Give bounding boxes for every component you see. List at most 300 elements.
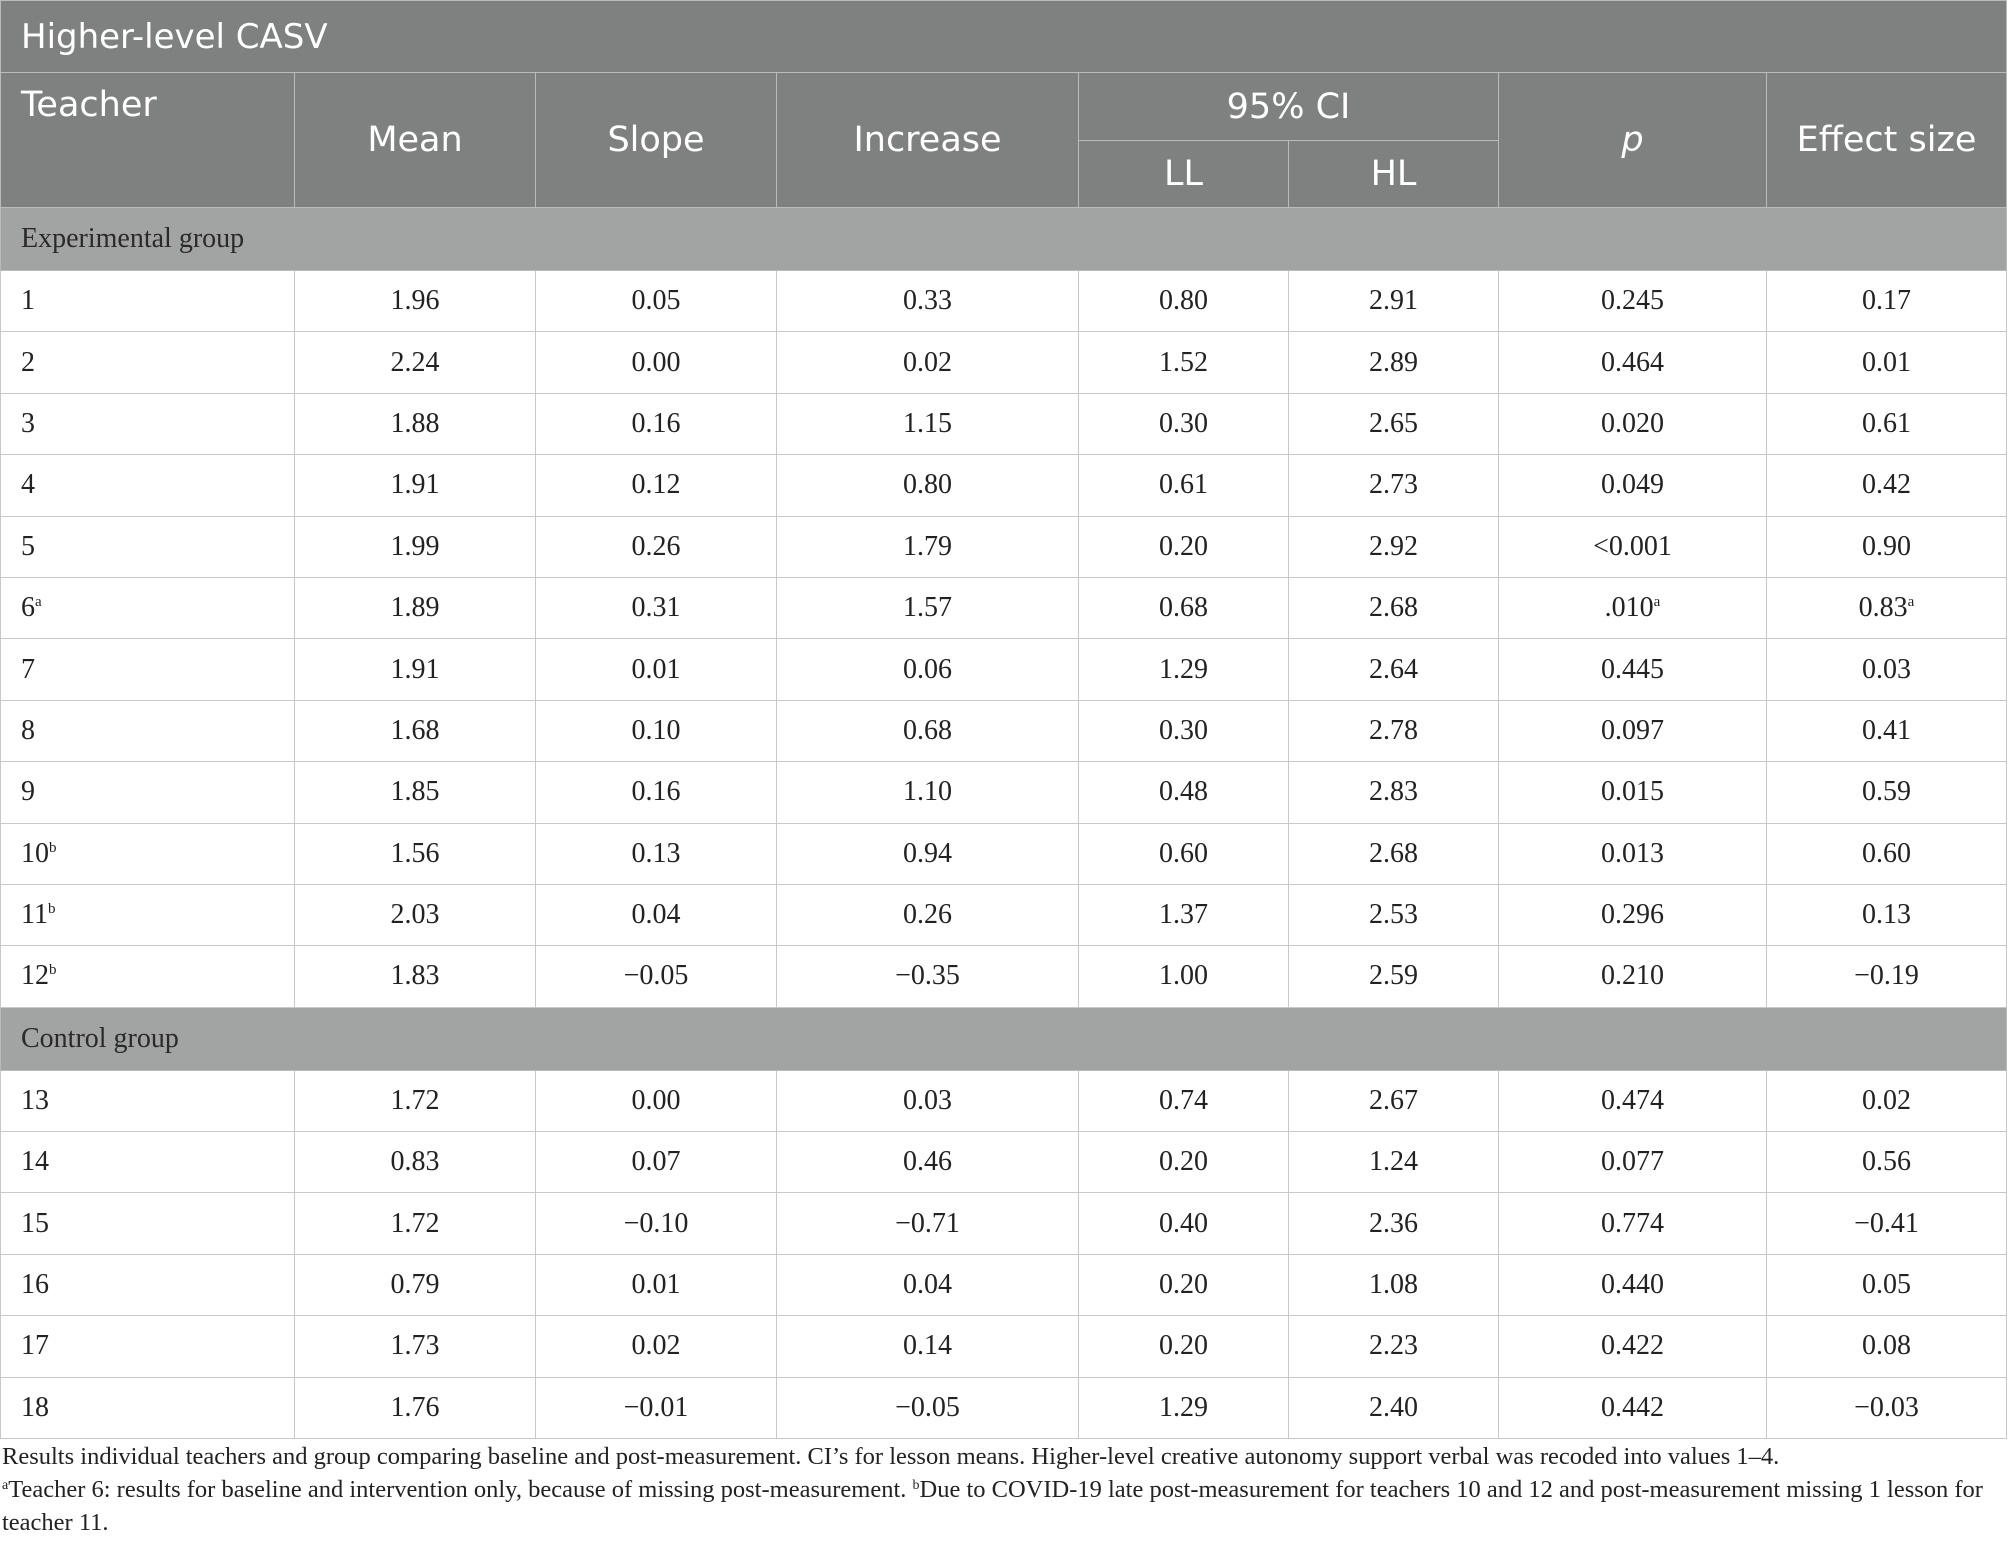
cell-increase bbox=[777, 516, 1079, 577]
cell-ll-value: 0.40 bbox=[1159, 1207, 1208, 1239]
cell-ll-value: 1.00 bbox=[1159, 960, 1208, 992]
cell-teacher-value: 10 bbox=[21, 837, 49, 869]
cell-ll-value: 0.60 bbox=[1159, 837, 1208, 869]
cell-hl-value: 1.24 bbox=[1369, 1146, 1418, 1178]
cell-effect bbox=[1767, 1316, 2007, 1377]
cell-effect-value: −0.03 bbox=[1854, 1391, 1919, 1423]
cell-ll-value: 0.30 bbox=[1159, 407, 1208, 439]
cell-effect-value: 0.90 bbox=[1862, 530, 1911, 562]
cell-ll bbox=[1079, 884, 1289, 945]
cell-ll bbox=[1079, 393, 1289, 454]
cell-effect bbox=[1767, 823, 2007, 884]
cell-slope-value: 0.04 bbox=[631, 899, 681, 931]
cell-teacher-value: 5 bbox=[21, 530, 35, 562]
cell-slope bbox=[536, 1070, 777, 1131]
cell-mean bbox=[295, 946, 536, 1007]
cell-teacher-value: 8 bbox=[21, 714, 35, 746]
cell-slope-value: 0.00 bbox=[631, 346, 681, 378]
cell-slope-value: 0.10 bbox=[631, 714, 681, 746]
cell-mean-value: 1.76 bbox=[390, 1391, 440, 1423]
cell-increase-value: 0.68 bbox=[903, 714, 952, 746]
cell-ll bbox=[1079, 455, 1289, 516]
cell-increase bbox=[777, 639, 1079, 700]
cell-hl-value: 2.40 bbox=[1369, 1391, 1418, 1423]
cell-mean-value: 1.83 bbox=[390, 960, 440, 992]
cell-slope bbox=[536, 884, 777, 945]
cell-ll-value: 0.61 bbox=[1159, 469, 1208, 501]
cell-increase-value: 1.10 bbox=[903, 776, 952, 808]
cell-effect-value: 0.08 bbox=[1862, 1330, 1911, 1362]
cell-increase bbox=[777, 884, 1079, 945]
cell-p-value: 0.774 bbox=[1601, 1207, 1664, 1239]
cell-increase-value: 0.02 bbox=[903, 346, 952, 378]
cell-hl-value: 2.36 bbox=[1369, 1207, 1418, 1239]
cell-hl-value: 2.83 bbox=[1369, 776, 1418, 808]
cell-increase-value: −0.71 bbox=[895, 1207, 960, 1239]
cell-p-value: 0.245 bbox=[1601, 285, 1664, 317]
cell-effect bbox=[1767, 700, 2007, 761]
group-row bbox=[1, 1007, 2007, 1070]
cell-increase-value: 0.46 bbox=[903, 1146, 952, 1178]
table-row bbox=[1, 639, 2007, 700]
cell-increase-value: 0.14 bbox=[903, 1330, 952, 1362]
cell-mean-value: 1.99 bbox=[390, 530, 440, 562]
cell-ll bbox=[1079, 1193, 1289, 1254]
cell-teacher bbox=[1, 1254, 295, 1315]
cell-increase-value: 0.26 bbox=[903, 899, 952, 931]
cell-teacher bbox=[1, 271, 295, 332]
cell-p bbox=[1499, 1254, 1767, 1315]
cell-slope bbox=[536, 271, 777, 332]
header-effect-size: Effect size bbox=[1767, 73, 2007, 208]
cell-slope bbox=[536, 823, 777, 884]
cell-teacher bbox=[1, 332, 295, 393]
table-row bbox=[1, 823, 2007, 884]
cell-hl bbox=[1289, 1316, 1499, 1377]
cell-effect bbox=[1767, 455, 2007, 516]
table-row bbox=[1, 946, 2007, 1007]
cell-mean bbox=[295, 1070, 536, 1131]
footnote-a-text: Teacher 6: results for baseline and intervention only, because of missing post-measurement. bbox=[8, 1476, 907, 1503]
cell-p bbox=[1499, 1316, 1767, 1377]
cell-increase bbox=[777, 1193, 1079, 1254]
table-row bbox=[1, 762, 2007, 823]
table-row bbox=[1, 1316, 2007, 1377]
cell-teacher-value: 16 bbox=[21, 1269, 49, 1301]
cell-increase bbox=[777, 577, 1079, 638]
cell-mean-value: 1.85 bbox=[390, 776, 440, 808]
header-p: p bbox=[1499, 73, 1767, 208]
cell-mean bbox=[295, 393, 536, 454]
cell-teacher-value: 6 bbox=[21, 592, 35, 624]
cell-teacher-value: 11 bbox=[21, 899, 48, 931]
group-row bbox=[1, 208, 2007, 271]
cell-effect-value: 0.56 bbox=[1862, 1146, 1911, 1178]
cell-mean bbox=[295, 1254, 536, 1315]
cell-ll bbox=[1079, 271, 1289, 332]
cell-effect bbox=[1767, 1193, 2007, 1254]
cell-effect-value: −0.41 bbox=[1854, 1207, 1919, 1239]
cell-increase-value: 1.15 bbox=[903, 407, 952, 439]
cell-ll bbox=[1079, 1070, 1289, 1131]
cell-mean bbox=[295, 762, 536, 823]
cell-teacher-footnote-mark: b bbox=[47, 901, 56, 918]
cell-p bbox=[1499, 639, 1767, 700]
cell-teacher bbox=[1, 700, 295, 761]
cell-mean-value: 1.91 bbox=[390, 653, 440, 685]
cell-p-value: 0.077 bbox=[1601, 1146, 1664, 1178]
cell-ll-value: 1.52 bbox=[1159, 346, 1208, 378]
cell-increase bbox=[777, 393, 1079, 454]
cell-slope-value: 0.00 bbox=[631, 1084, 681, 1116]
cell-mean-value: 1.72 bbox=[390, 1084, 440, 1116]
table-row bbox=[1, 516, 2007, 577]
cell-teacher bbox=[1, 823, 295, 884]
cell-slope bbox=[536, 639, 777, 700]
table-row bbox=[1, 271, 2007, 332]
cell-mean bbox=[295, 271, 536, 332]
cell-increase bbox=[777, 946, 1079, 1007]
cell-hl bbox=[1289, 393, 1499, 454]
group-label: Experimental group bbox=[1, 208, 2007, 271]
cell-p-value: 0.210 bbox=[1601, 960, 1664, 992]
cell-teacher bbox=[1, 516, 295, 577]
cell-hl-value: 2.59 bbox=[1369, 960, 1418, 992]
cell-ll-value: 0.20 bbox=[1159, 1269, 1208, 1301]
cell-effect-value: 0.17 bbox=[1862, 285, 1911, 317]
cell-mean bbox=[295, 884, 536, 945]
cell-hl-value: 2.65 bbox=[1369, 407, 1418, 439]
cell-mean-value: 1.72 bbox=[390, 1207, 440, 1239]
cell-teacher bbox=[1, 1132, 295, 1193]
cell-p bbox=[1499, 1377, 1767, 1438]
cell-p bbox=[1499, 1070, 1767, 1131]
cell-ll bbox=[1079, 516, 1289, 577]
cell-p bbox=[1499, 393, 1767, 454]
cell-effect-footnote-mark: a bbox=[1907, 594, 1915, 611]
cell-p bbox=[1499, 823, 1767, 884]
cell-hl bbox=[1289, 1070, 1499, 1131]
cell-mean-value: 2.24 bbox=[390, 346, 440, 378]
cell-teacher-value: 13 bbox=[21, 1084, 49, 1116]
cell-p-value: 0.049 bbox=[1601, 469, 1664, 501]
cell-mean bbox=[295, 1132, 536, 1193]
cell-teacher bbox=[1, 393, 295, 454]
cell-ll-value: 0.74 bbox=[1159, 1084, 1208, 1116]
cell-teacher bbox=[1, 1193, 295, 1254]
cell-ll-value: 0.30 bbox=[1159, 714, 1208, 746]
cell-p bbox=[1499, 577, 1767, 638]
cell-increase bbox=[777, 271, 1079, 332]
cell-increase-value: 0.33 bbox=[903, 285, 952, 317]
cell-effect bbox=[1767, 577, 2007, 638]
cell-hl bbox=[1289, 516, 1499, 577]
cell-hl-value: 2.68 bbox=[1369, 837, 1418, 869]
cell-mean bbox=[295, 700, 536, 761]
cell-effect-value: −0.19 bbox=[1854, 960, 1919, 992]
cell-hl-value: 2.91 bbox=[1369, 285, 1418, 317]
footnote-general: Results individual teachers and group comparing baseline and post-measurement. CI’s for lesson means. Higher-level creative autonomy support verbal was recoded into values 1–4. bbox=[2, 1443, 1780, 1470]
cell-p bbox=[1499, 700, 1767, 761]
cell-ll-value: 0.20 bbox=[1159, 1146, 1208, 1178]
cell-p bbox=[1499, 1193, 1767, 1254]
cell-hl-value: 2.89 bbox=[1369, 346, 1418, 378]
cell-increase bbox=[777, 1254, 1079, 1315]
header-mean: Mean bbox=[295, 73, 536, 208]
cell-mean-value: 1.56 bbox=[390, 837, 440, 869]
cell-ll bbox=[1079, 762, 1289, 823]
cell-slope bbox=[536, 516, 777, 577]
cell-teacher-value: 1 bbox=[21, 285, 35, 317]
cell-increase-value: 0.03 bbox=[903, 1084, 952, 1116]
cell-teacher-footnote-mark: b bbox=[49, 962, 57, 979]
cell-effect-value: 0.02 bbox=[1862, 1084, 1911, 1116]
cell-increase-value: 0.06 bbox=[903, 653, 952, 685]
cell-p bbox=[1499, 946, 1767, 1007]
table-title: Higher-level CASV bbox=[1, 1, 2007, 73]
table-row bbox=[1, 1070, 2007, 1131]
cell-ll bbox=[1079, 1132, 1289, 1193]
cell-slope-value: 0.07 bbox=[631, 1146, 681, 1178]
footnote-b-text: Due to COVID-19 late post-measurement for teachers 10 and 12 and post-measurement missing 1 lesson for teacher 11. bbox=[2, 1476, 1983, 1536]
cell-teacher-value: 3 bbox=[21, 407, 35, 439]
cell-hl bbox=[1289, 1377, 1499, 1438]
cell-hl bbox=[1289, 577, 1499, 638]
cell-ll-value: 0.80 bbox=[1159, 285, 1208, 317]
header-teacher: Teacher bbox=[1, 73, 295, 208]
cell-teacher bbox=[1, 455, 295, 516]
cell-slope bbox=[536, 332, 777, 393]
cell-slope-value: 0.12 bbox=[631, 469, 681, 501]
header-ci: 95% CI bbox=[1079, 73, 1499, 141]
cell-teacher bbox=[1, 577, 295, 638]
cell-teacher-footnote-mark: b bbox=[49, 839, 57, 856]
cell-mean-value: 1.68 bbox=[390, 714, 440, 746]
cell-p bbox=[1499, 516, 1767, 577]
cell-hl bbox=[1289, 1193, 1499, 1254]
cell-hl bbox=[1289, 823, 1499, 884]
cell-p bbox=[1499, 762, 1767, 823]
cell-teacher-value: 2 bbox=[21, 346, 35, 378]
cell-increase bbox=[777, 1070, 1079, 1131]
cell-mean bbox=[295, 577, 536, 638]
cell-increase-value: 0.04 bbox=[903, 1269, 952, 1301]
cell-ll bbox=[1079, 946, 1289, 1007]
cell-increase-value: 0.94 bbox=[903, 837, 952, 869]
cell-hl bbox=[1289, 639, 1499, 700]
cell-slope bbox=[536, 700, 777, 761]
cell-ll bbox=[1079, 823, 1289, 884]
cell-effect-value: 0.83 bbox=[1858, 592, 1908, 624]
cell-p-value: 0.422 bbox=[1601, 1330, 1664, 1362]
cell-increase bbox=[777, 1377, 1079, 1438]
group-label: Control group bbox=[1, 1007, 2007, 1070]
footnote-a-mark: a bbox=[2, 1478, 9, 1493]
cell-mean-value: 2.03 bbox=[390, 899, 440, 931]
cell-effect bbox=[1767, 516, 2007, 577]
cell-slope bbox=[536, 946, 777, 1007]
cell-p-value: 0.440 bbox=[1601, 1269, 1664, 1301]
cell-slope bbox=[536, 455, 777, 516]
cell-teacher bbox=[1, 884, 295, 945]
cell-p-value: 0.097 bbox=[1601, 714, 1664, 746]
cell-p-value: 0.442 bbox=[1601, 1391, 1664, 1423]
cell-increase-value: 0.80 bbox=[903, 469, 952, 501]
cell-teacher bbox=[1, 639, 295, 700]
cell-effect bbox=[1767, 639, 2007, 700]
cell-ll-value: 1.29 bbox=[1159, 1391, 1208, 1423]
cell-effect-value: 0.01 bbox=[1862, 346, 1911, 378]
table-row bbox=[1, 1132, 2007, 1193]
cell-p-value: 0.296 bbox=[1601, 899, 1664, 931]
cell-ll bbox=[1079, 1316, 1289, 1377]
cell-effect bbox=[1767, 1132, 2007, 1193]
cell-hl bbox=[1289, 884, 1499, 945]
header-slope: Slope bbox=[536, 73, 777, 208]
cell-p bbox=[1499, 271, 1767, 332]
cell-hl-value: 2.64 bbox=[1369, 653, 1418, 685]
table-row bbox=[1, 884, 2007, 945]
table-row bbox=[1, 393, 2007, 454]
cell-slope-value: 0.01 bbox=[631, 653, 681, 685]
cell-slope-value: 0.13 bbox=[631, 837, 681, 869]
cell-hl-value: 2.92 bbox=[1369, 530, 1418, 562]
cell-slope-value: 0.16 bbox=[631, 407, 681, 439]
cell-effect bbox=[1767, 393, 2007, 454]
cell-p-value: 0.445 bbox=[1601, 653, 1664, 685]
cell-hl bbox=[1289, 1254, 1499, 1315]
cell-mean bbox=[295, 1193, 536, 1254]
cell-hl-value: 2.68 bbox=[1369, 592, 1418, 624]
cell-hl-value: 2.53 bbox=[1369, 899, 1418, 931]
cell-p-value: 0.464 bbox=[1601, 346, 1664, 378]
cell-hl bbox=[1289, 700, 1499, 761]
cell-ll-value: 0.68 bbox=[1159, 592, 1208, 624]
table-footnotes bbox=[2, 1440, 2002, 1539]
cell-mean-value: 1.89 bbox=[390, 592, 440, 624]
cell-teacher-value: 12 bbox=[21, 960, 49, 992]
cell-effect-value: 0.60 bbox=[1862, 837, 1911, 869]
cell-ll-value: 0.48 bbox=[1159, 776, 1208, 808]
cell-mean bbox=[295, 332, 536, 393]
cell-teacher bbox=[1, 1377, 295, 1438]
cell-mean bbox=[295, 639, 536, 700]
cell-hl bbox=[1289, 1132, 1499, 1193]
cell-mean bbox=[295, 1377, 536, 1438]
cell-slope-value: −0.10 bbox=[623, 1207, 689, 1239]
cell-teacher bbox=[1, 1316, 295, 1377]
cell-mean-value: 0.79 bbox=[390, 1269, 440, 1301]
cell-effect-value: 0.59 bbox=[1862, 776, 1911, 808]
cell-teacher bbox=[1, 762, 295, 823]
cell-effect-value: 0.41 bbox=[1862, 714, 1911, 746]
cell-mean-value: 0.83 bbox=[390, 1146, 440, 1178]
cell-p-value: 0.013 bbox=[1601, 837, 1664, 869]
cell-p bbox=[1499, 884, 1767, 945]
cell-slope-value: 0.01 bbox=[631, 1269, 681, 1301]
cell-slope-value: −0.01 bbox=[623, 1391, 689, 1423]
table-row bbox=[1, 1193, 2007, 1254]
header-ll: LL bbox=[1079, 141, 1289, 208]
cell-ll bbox=[1079, 577, 1289, 638]
header-hl: HL bbox=[1289, 141, 1499, 208]
cell-slope-value: 0.05 bbox=[631, 285, 681, 317]
table-row bbox=[1, 577, 2007, 638]
cell-slope bbox=[536, 577, 777, 638]
footnote-ab bbox=[2, 1473, 2002, 1539]
cell-teacher-value: 14 bbox=[21, 1146, 49, 1178]
cell-p bbox=[1499, 332, 1767, 393]
header-increase: Increase bbox=[777, 73, 1079, 208]
cell-teacher-footnote-mark: a bbox=[35, 594, 42, 611]
cell-slope bbox=[536, 1193, 777, 1254]
cell-increase bbox=[777, 455, 1079, 516]
cell-ll bbox=[1079, 1254, 1289, 1315]
cell-increase-value: 1.57 bbox=[903, 592, 952, 624]
cell-increase-value: −0.05 bbox=[895, 1391, 960, 1423]
cell-slope-value: 0.16 bbox=[631, 776, 681, 808]
cell-teacher-value: 7 bbox=[21, 653, 35, 685]
cell-teacher-value: 18 bbox=[21, 1391, 49, 1423]
cell-increase bbox=[777, 823, 1079, 884]
cell-teacher bbox=[1, 946, 295, 1007]
cell-teacher bbox=[1, 1070, 295, 1131]
table-row bbox=[1, 1377, 2007, 1438]
cell-ll-value: 1.29 bbox=[1159, 653, 1208, 685]
cell-increase bbox=[777, 332, 1079, 393]
cell-slope bbox=[536, 762, 777, 823]
cell-slope bbox=[536, 1132, 777, 1193]
cell-teacher-value: 4 bbox=[21, 469, 35, 501]
cell-effect bbox=[1767, 1070, 2007, 1131]
cell-increase bbox=[777, 762, 1079, 823]
cell-p-footnote-mark: a bbox=[1653, 594, 1661, 611]
cell-mean bbox=[295, 1316, 536, 1377]
cell-hl bbox=[1289, 332, 1499, 393]
cell-slope-value: −0.05 bbox=[623, 960, 689, 992]
cell-effect bbox=[1767, 1254, 2007, 1315]
cell-hl bbox=[1289, 271, 1499, 332]
cell-effect bbox=[1767, 762, 2007, 823]
cell-effect-value: 0.03 bbox=[1862, 653, 1911, 685]
cell-teacher-value: 15 bbox=[21, 1207, 49, 1239]
cell-hl bbox=[1289, 455, 1499, 516]
cell-p bbox=[1499, 1132, 1767, 1193]
cell-p-value: .010 bbox=[1604, 592, 1654, 624]
table-body bbox=[1, 208, 2007, 1439]
cell-effect bbox=[1767, 884, 2007, 945]
cell-hl-value: 2.23 bbox=[1369, 1330, 1418, 1362]
cell-slope-value: 0.26 bbox=[631, 530, 681, 562]
table-row bbox=[1, 1254, 2007, 1315]
cell-ll bbox=[1079, 332, 1289, 393]
cell-slope bbox=[536, 1316, 777, 1377]
cell-p-value: <0.001 bbox=[1593, 530, 1672, 562]
cell-increase bbox=[777, 700, 1079, 761]
cell-increase bbox=[777, 1316, 1079, 1377]
cell-p-value: 0.015 bbox=[1601, 776, 1664, 808]
cell-slope bbox=[536, 1254, 777, 1315]
cell-effect-value: 0.05 bbox=[1862, 1269, 1911, 1301]
cell-increase-value: 1.79 bbox=[903, 530, 952, 562]
cell-mean bbox=[295, 455, 536, 516]
cell-hl bbox=[1289, 762, 1499, 823]
cell-ll bbox=[1079, 639, 1289, 700]
table-row bbox=[1, 332, 2007, 393]
cell-p bbox=[1499, 455, 1767, 516]
cell-ll-value: 0.20 bbox=[1159, 1330, 1208, 1362]
cell-ll bbox=[1079, 700, 1289, 761]
